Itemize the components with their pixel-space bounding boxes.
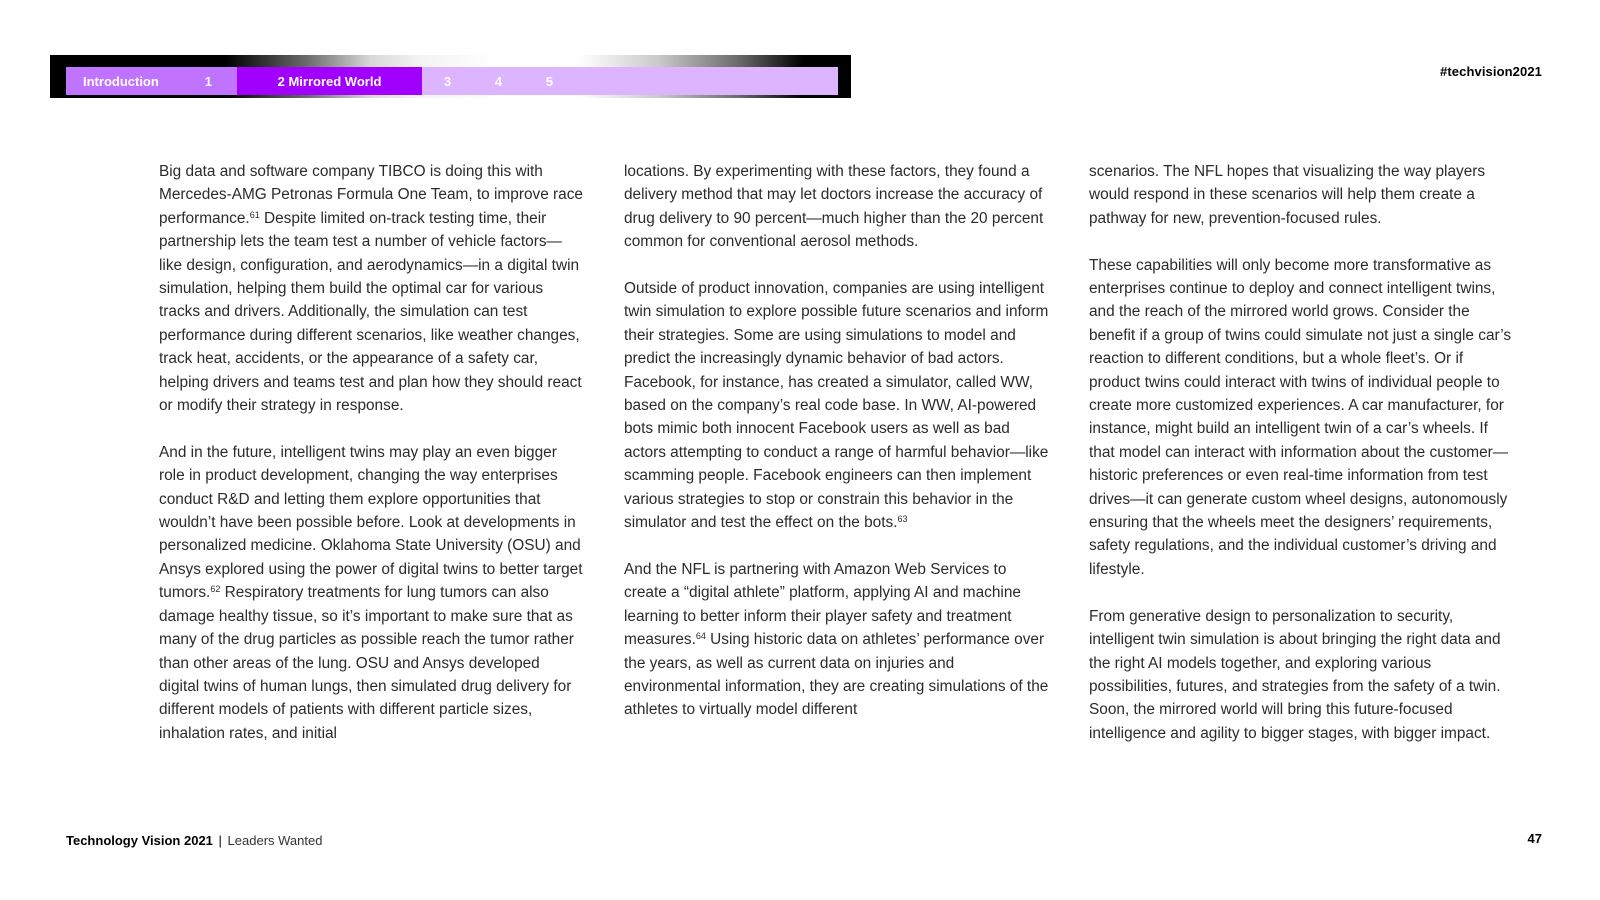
footnote-ref[interactable]: 64 (695, 631, 706, 642)
paragraph: locations. By experimenting with these factors, they found a delivery method that may let doctors increase the accuracy of drug delivery to 90 percent—much higher than the 20 percent common for conventional aerosol methods. (624, 163, 1044, 251)
paragraph (159, 160, 584, 417)
footnote-ref[interactable]: 63 (897, 514, 908, 525)
tab-1-label[interactable]: 1 (204, 73, 212, 89)
footer-separator: | (218, 833, 222, 848)
tab-4[interactable] (473, 67, 524, 95)
paragraph: From generative design to personalization to security, intelligent twin simulation is about bringing the right data and the right AI models together, and exploring various possibilities, futures, and strategies from the safety of a twin. Soon, the mirrored world will bring this future-focused intelligence and agility to bigger stages, with bigger impact. (1089, 607, 1501, 742)
paragraph: scenarios. The NFL hopes that visualizing the way players would respond in these scenarios will help them create a pathway for new, prevention-focused rules. (1089, 163, 1486, 227)
section-nav (66, 67, 838, 95)
tab-mirrored-world-label: 2 Mirrored World (277, 73, 382, 89)
paragraph-text: Big data and software company TIBCO is doing this with Mercedes-AMG Petronas Formula One Team, to improve race performance. (159, 163, 583, 227)
paragraph-text: Outside of product innovation, companies are using intelligent twin simulation to explore possible future scenarios and inform their strategies. Some are using simulations to model and predict the increasingly dynamic behavior of bad actors. Facebook, for instance, has created a simulator, called WW, based on the company’s real code base. In WW, AI-powered bots mimic both innocent Facebook users as well as bad actors attempting to conduct a range of harmful behavior—like scamming people. Facebook engineers can then implement various strategies to stop or constrain this behavior in the simulator and test the effect on the bots. (624, 280, 1049, 532)
tab-4-label: 4 (494, 73, 503, 89)
footnote-ref[interactable]: 61 (249, 209, 260, 220)
column-1 (159, 160, 584, 745)
paragraph-text: And the NFL is partnering with Amazon Web Services to create a “digital athlete” platform, applying AI and machine learning to better inform their player safety and treatment measures. (624, 560, 1021, 649)
tab-mirrored-world[interactable] (237, 67, 422, 95)
paragraph-text: And in the future, intelligent twins may play an even bigger role in product development, changing the way enterprises conduct R&D and letting them explore opportunities that wouldn’t have been possible before. Look at developments in personalized medicine. Oklahoma State University (OSU) and Ansys explored using the power of digital twins to better target tumors. (159, 443, 583, 602)
paragraph: These capabilities will only become more transformative as enterprises continue to deploy and connect intelligent twins, and the reach of the mirrored world grows. Consider the benefit if a group of twins could simulate not just a single car’s reaction to different conditions, but a whole fleet’s. Or if product twins could interact with twins of individual people to create more customized experiences. A car manufacturer, for instance, might build an intelligent twin of a car’s wheels. If that model can interact with information about the customer—historic preferences or even real-time information from test drives—it can generate custom wheel designs, autonomously ensuring that the wheels meet the designers’ requirements, safety regulations, and the individual customer’s driving and lifestyle. (1089, 256, 1512, 578)
footer (66, 833, 322, 848)
tab-5[interactable] (524, 67, 575, 95)
column-2 (624, 160, 1049, 745)
tab-introduction[interactable] (66, 67, 237, 95)
paragraph-text: Using historic data on athletes’ performance over the years, as well as current data on injuries and environmental information, they are creating simulations of the athletes to virtually model different (624, 631, 1049, 719)
page-number: 47 (1527, 831, 1542, 846)
paragraph (159, 441, 584, 745)
tab-3[interactable] (422, 67, 473, 95)
paragraph-text: Despite limited on-track testing time, their partnership lets the team test a number of vehicle factors—like design, configuration, and aerodynamics—in a digital twin simulation, helping them build the optimal car for various tracks and drivers. Additionally, the simulation can test performance during different scenarios, like weather changes, track heat, accidents, or the appearance of a safety car, helping drivers and teams test and plan how they should react or modify their strategy in response. (159, 209, 582, 415)
hashtag: #techvision2021 (1440, 64, 1542, 79)
body-columns (159, 160, 1519, 745)
footer-brand: Technology Vision 2021 (66, 833, 213, 848)
tab-3-label: 3 (443, 73, 452, 89)
paragraph (624, 277, 1049, 534)
tab-introduction-label: Introduction (83, 73, 159, 89)
footer-subtitle: Leaders Wanted (227, 833, 323, 848)
tab-5-label: 5 (545, 73, 554, 89)
paragraph (624, 558, 1049, 722)
column-3 (1089, 160, 1514, 745)
footnote-ref[interactable]: 62 (210, 584, 221, 595)
paragraph-text: Respiratory treatments for lung tumors can also damage healthy tissue, so it’s important to make sure that as many of the drug particles as possible reach the tumor rather than other areas of the lung. OSU and Ansys developed digital twins of human lungs, then simulated drug delivery for different models of patients with different particle sizes, inhalation rates, and initial (159, 584, 574, 742)
